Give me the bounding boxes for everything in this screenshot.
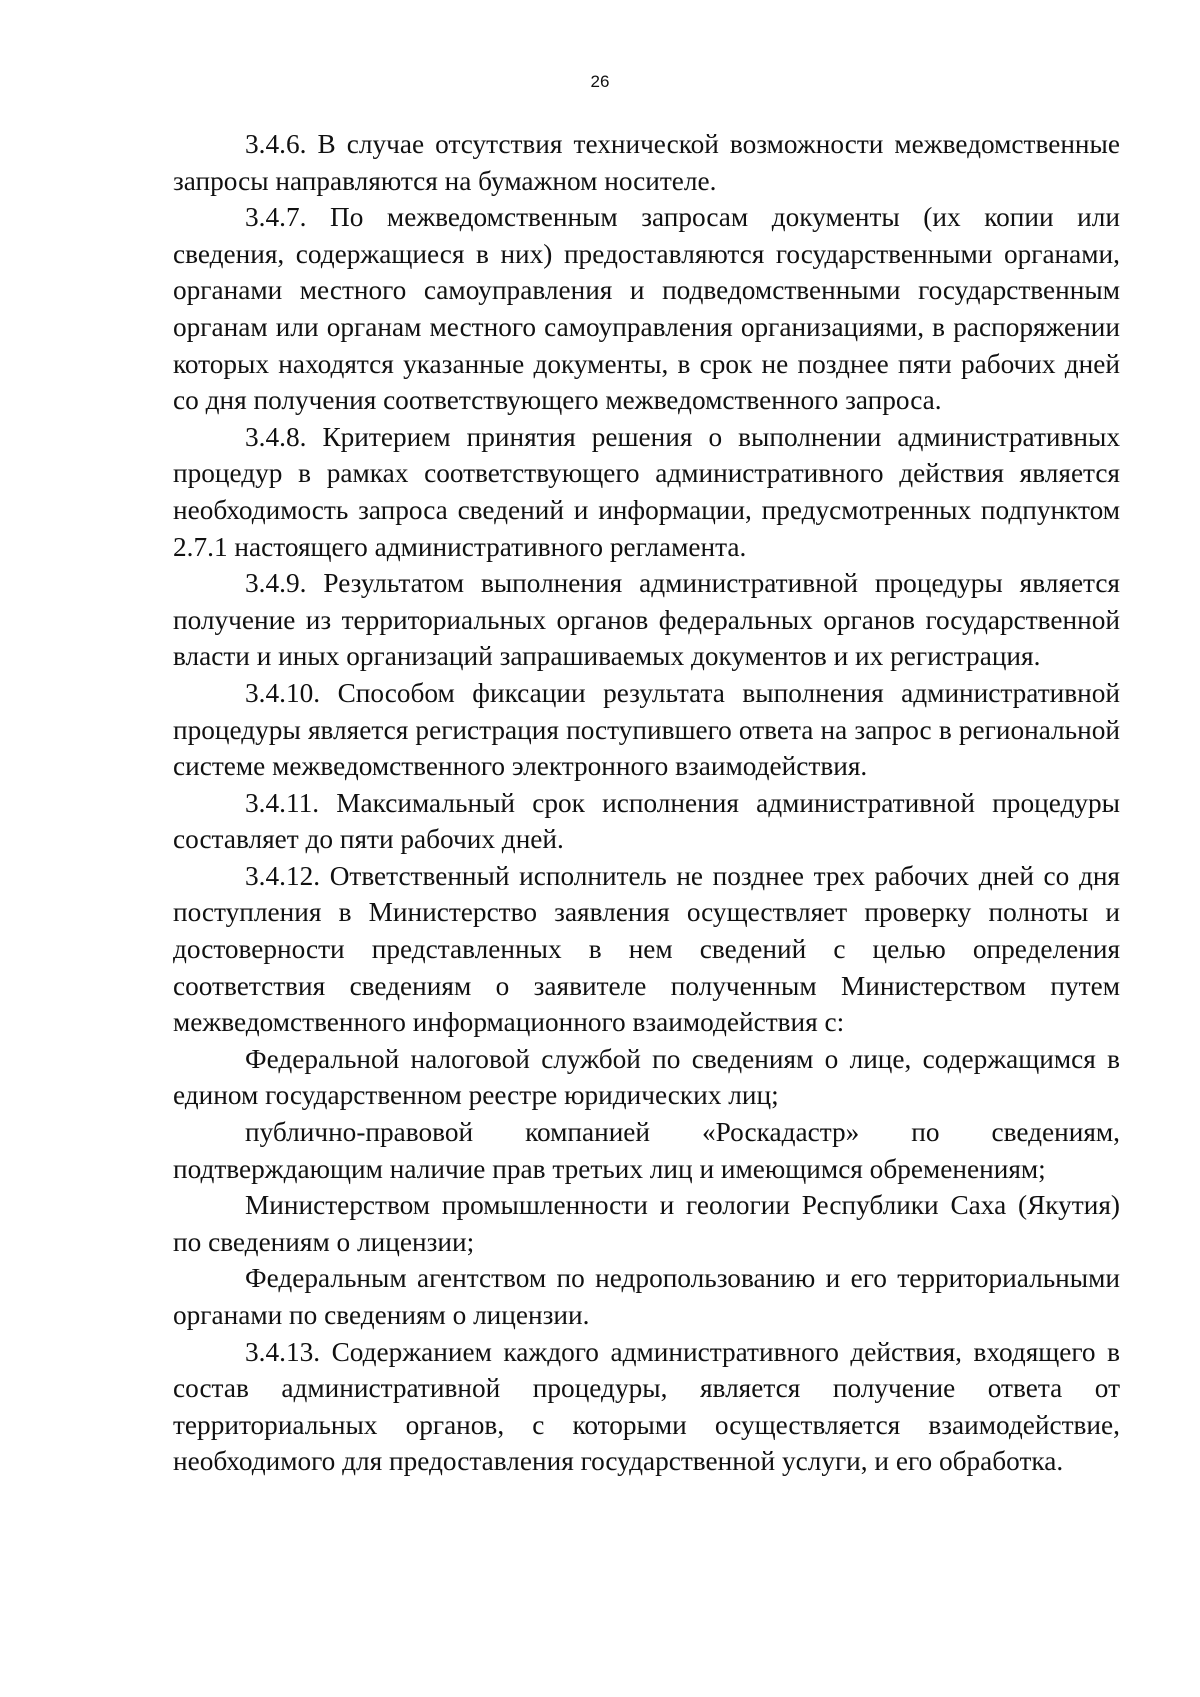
paragraph-3-4-13: 3.4.13. Содержанием каждого административного действия, входящего в состав административной процедуры, является получение ответа от территориальных органов, с которыми осуществляется взаимодействие, необходимого для предоставления государственной услуги, и его обработка. — [173, 1336, 1120, 1477]
list-item-ministry-industry: Министерством промышленности и геологии Республики Саха (Якутия) по сведениям о лицензии; — [173, 1190, 1120, 1257]
list-item-tax-service: Федеральной налоговой службой по сведениям о лице, содержащимся в едином государственном реестре юридических лиц; — [173, 1043, 1120, 1111]
paragraph-3-4-9: 3.4.9. Результатом выполнения административной процедуры является получение из территориальных органов федеральных органов государственной власти и иных организаций запрашиваемых документов и их регистрация. — [173, 568, 1120, 672]
paragraph-3-4-11: 3.4.11. Максимальный срок исполнения административной процедуры составляет до пяти рабочих дней. — [173, 787, 1120, 855]
paragraph-3-4-12: 3.4.12. Ответственный исполнитель не позднее трех рабочих дней со дня поступления в Министерство заявления осуществляет проверку полноты и достоверности представленных в нем сведений с целью определения соответствия сведениям о заявителе полученным Министерством путем межведомственного информационного взаимодействия с: — [173, 860, 1120, 1038]
page-number: 26 — [590, 72, 610, 91]
paragraph-3-4-6: 3.4.6. В случае отсутствия технической возможности межведомственные запросы направляются на бумажном носителе. — [173, 129, 1120, 196]
paragraph-3-4-7: 3.4.7. По межведомственным запросам документы (их копии или сведения, содержащиеся в них) предоставляются государственными органами, органами местного самоуправления и подведомственными государственным органам или органам местного самоуправления организациями, в распоряжении которых находятся указанные документы, в срок не позднее пяти рабочих дней со дня получения соответствующего межведомственного запроса. — [173, 202, 1120, 416]
paragraph-3-4-10: 3.4.10. Способом фиксации результата выполнения административной процедуры является регистрация поступившего ответа на запрос в региональной системе межведомственного электронного взаимодействия. — [173, 677, 1120, 782]
list-item-subsoil-agency: Федеральным агентством по недропользованию и его территориальными органами по сведениям о лицензии. — [173, 1263, 1120, 1330]
paragraph-3-4-8: 3.4.8. Критерием принятия решения о выполнении административных процедур в рамках соответствующего административного действия является необходимость запроса сведений и информации, предусмотренных подпунктом 2.7.1 настоящего административного регламента. — [173, 421, 1120, 562]
list-item-roskadastr: публично-правовой компанией «Роскадастр» по сведениям, подтверждающим наличие прав третьих лиц и имеющимся обременениям; — [173, 1117, 1120, 1184]
document-body — [173, 126, 1120, 1480]
